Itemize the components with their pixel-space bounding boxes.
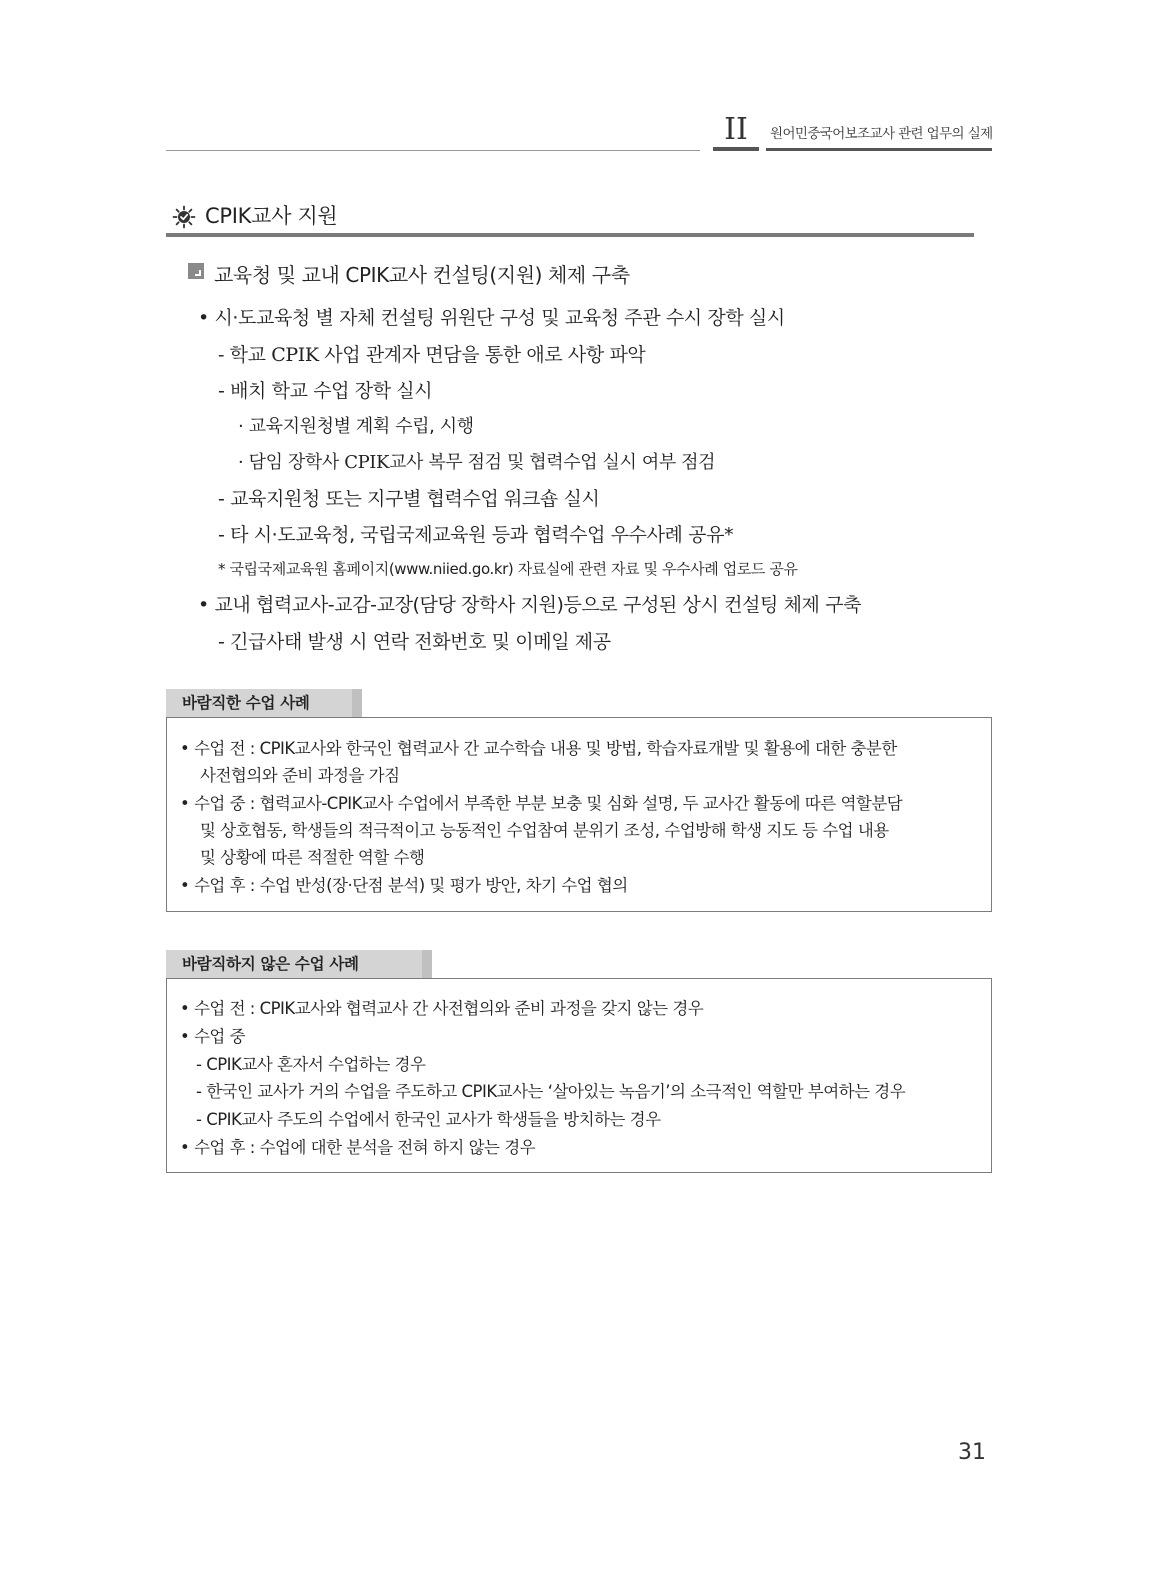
good-box-line: 및 상호협동, 학생들의 적극적이고 능동적인 수업참여 분위기 조성, 수업방해 학생 지도 등 수업 내용: [200, 821, 889, 840]
dash-line: - 교육지원청 또는 지구별 협력수업 워크숍 실시: [218, 488, 600, 510]
subheading: 교육청 및 교내 CPIK교사 컨설팅(지원) 체제 구축: [214, 263, 630, 287]
bad-box-line: - 한국인 교사가 거의 수업을 주도하고 CPIK교사는 ‘살아있는 녹음기’의 소극적인 역할만 부여하는 경우: [196, 1082, 906, 1101]
good-box-line: 사전협의와 준비 과정을 가짐: [200, 766, 400, 785]
dash-line: - 타 시·도교육청, 국립국제교육원 등과 협력수업 우수사례 공유*: [218, 524, 734, 546]
chapter-roman-numeral: II: [724, 112, 748, 147]
chapter-title: 원어민중국어보조교사 관련 업무의 실제: [770, 126, 993, 142]
page-number: 31: [958, 1440, 986, 1465]
footnote: * 국립국제교육원 홈페이지(www.niied.go.kr) 자료실에 관련 자료 및 우수사례 업로드 공유: [218, 560, 798, 578]
dash-line: - 배치 학교 수업 장학 실시: [218, 380, 433, 402]
good-box-line: • 수업 전 : CPIK교사와 한국인 협력교사 간 교수학습 내용 및 방법, 학습자료개발 및 활용에 대한 충분한: [180, 739, 897, 758]
square-bullet-icon: [188, 263, 204, 279]
bad-box-line: - CPIK교사 혼자서 수업하는 경우: [196, 1055, 426, 1074]
bad-box-line: • 수업 전 : CPIK교사와 협력교사 간 사전협의와 준비 과정을 갖지 않는 경우: [180, 999, 704, 1018]
chapter-roman-underline: [713, 147, 759, 151]
sun-check-icon: [172, 205, 196, 229]
bad-box-tab: 바람직하지 않은 수업 사례: [166, 950, 432, 978]
good-box-line: 및 상황에 따른 적절한 역할 수행: [200, 848, 425, 867]
good-box-line: • 수업 중 : 협력교사-CPIK교사 수업에서 부족한 부분 보충 및 심화 설명, 두 교사간 활동에 따른 역할분담: [180, 794, 903, 813]
header-rule-left: [166, 150, 700, 151]
bad-box-line: • 수업 중: [180, 1027, 246, 1046]
dash-line: - 긴급사태 발생 시 연락 전화번호 및 이메일 제공: [218, 631, 611, 653]
dot-line: · 담임 장학사 CPIK교사 복무 점검 및 협력수업 실시 여부 점검: [238, 452, 716, 473]
good-box-tab: 바람직한 수업 사례: [166, 689, 362, 717]
bullet-line: • 교내 협력교사-교감-교장(담당 장학사 지원)등으로 구성된 상시 컨설팅 체제 구축: [198, 594, 862, 616]
chapter-title-underline: [766, 148, 992, 151]
bullet-line: • 시·도교육청 별 자체 컨설팅 위원단 구성 및 교육청 주관 수시 장학 실시: [198, 307, 785, 329]
dash-line: - 학교 CPIK 사업 관계자 면담을 통한 애로 사항 파악: [218, 344, 646, 366]
section-title: CPIK교사 지원: [205, 204, 338, 228]
bad-box-line: - CPIK교사 주도의 수업에서 한국인 교사가 학생들을 방치하는 경우: [196, 1110, 661, 1129]
dot-line: · 교육지원청별 계획 수립, 시행: [238, 416, 474, 437]
bad-box-line: • 수업 후 : 수업에 대한 분석을 전혀 하지 않는 경우: [180, 1138, 536, 1157]
good-box-line: • 수업 후 : 수업 반성(장·단점 분석) 및 평가 방안, 차기 수업 협의: [180, 876, 628, 895]
section-rule: [166, 233, 974, 237]
